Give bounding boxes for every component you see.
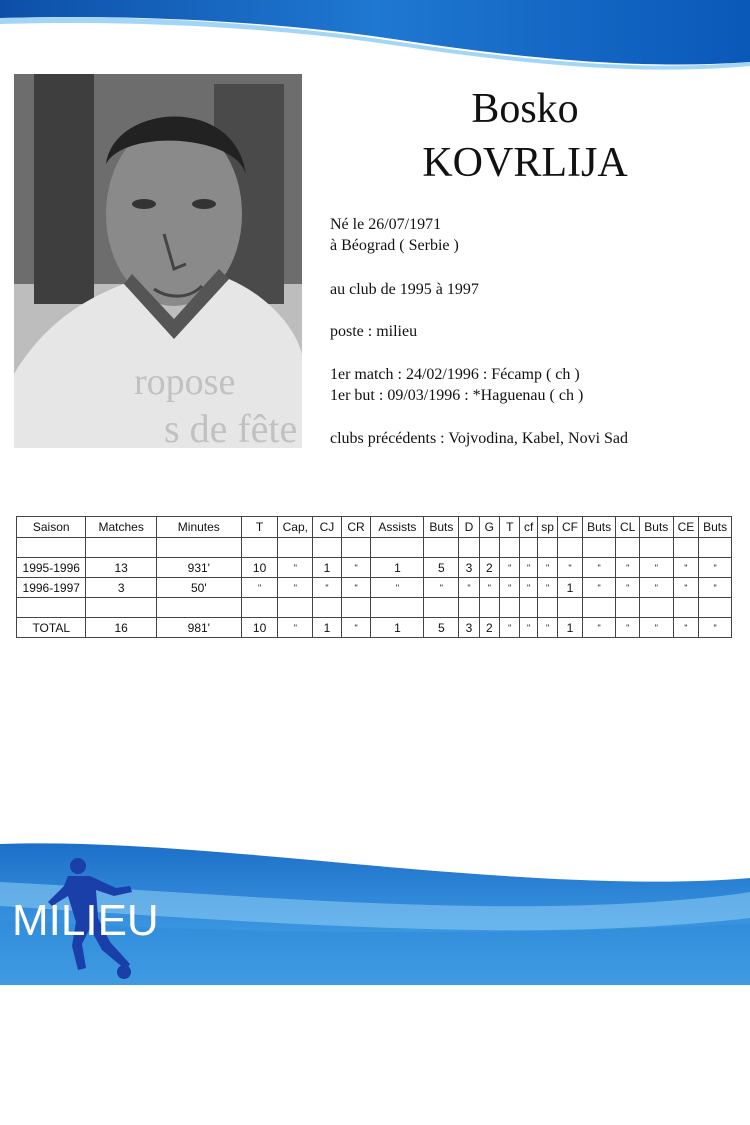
- table-cell: ": [500, 578, 520, 598]
- table-cell: ": [537, 558, 557, 578]
- table-cell: ": [537, 618, 557, 638]
- table-cell: ": [341, 558, 371, 578]
- table-cell: ": [699, 618, 732, 638]
- column-header: Minutes: [156, 517, 241, 538]
- table-cell: [537, 538, 557, 558]
- table-cell: [313, 538, 342, 558]
- table-cell: ": [639, 618, 673, 638]
- table-cell: [500, 538, 520, 558]
- table-cell: 50': [156, 578, 241, 598]
- table-cell: ": [520, 618, 537, 638]
- table-cell: [520, 538, 537, 558]
- column-header: Buts: [424, 517, 459, 538]
- table-cell: 1: [313, 558, 342, 578]
- table-cell: [459, 538, 479, 558]
- table-cell: ": [582, 578, 616, 598]
- table-cell: 10: [241, 618, 278, 638]
- table-cell: 3: [86, 578, 156, 598]
- first-goal: 1er but : 09/03/1996 : *Haguenau ( ch ): [330, 387, 584, 404]
- table-cell: ": [582, 558, 616, 578]
- table-cell: ": [673, 618, 699, 638]
- previous-clubs: clubs précédents : Vojvodina, Kabel, Novi Sad: [330, 430, 629, 447]
- table-cell: 3: [459, 558, 479, 578]
- player-last-name: KOVRLIJA: [422, 140, 628, 186]
- birth-place: à Béograd ( Serbie ): [330, 237, 459, 254]
- table-cell: ": [278, 558, 313, 578]
- table-cell: [616, 598, 639, 618]
- table-cell: [341, 538, 371, 558]
- column-header: cf: [520, 517, 537, 538]
- table-cell: [582, 538, 616, 558]
- table-cell: TOTAL: [17, 618, 86, 638]
- table-cell: ": [616, 558, 639, 578]
- column-header: CR: [341, 517, 371, 538]
- table-cell: ": [459, 578, 479, 598]
- table-cell: [241, 538, 278, 558]
- svg-text:s de fête: s de fête: [164, 406, 298, 448]
- player-first-name: Bosko: [471, 86, 579, 132]
- table-row: [17, 558, 732, 578]
- table-cell: ": [278, 618, 313, 638]
- table-cell: [673, 598, 699, 618]
- club-period: au club de 1995 à 1997: [330, 281, 479, 298]
- player-photo: [14, 74, 302, 448]
- table-cell: [241, 598, 278, 618]
- column-header: sp: [537, 517, 557, 538]
- table-cell: ": [424, 578, 459, 598]
- table-cell: ": [558, 558, 583, 578]
- column-header: CF: [558, 517, 583, 538]
- table-cell: 3: [459, 618, 479, 638]
- table-cell: [699, 598, 732, 618]
- table-cell: [479, 538, 499, 558]
- table-cell: [278, 598, 313, 618]
- column-header: Buts: [699, 517, 732, 538]
- table-cell: 5: [424, 558, 459, 578]
- table-cell: [424, 598, 459, 618]
- table-cell: 1: [371, 558, 424, 578]
- table-row: [17, 598, 732, 618]
- position-label: MILIEU: [12, 896, 159, 945]
- table-cell: 1995-1996: [17, 558, 86, 578]
- table-cell: [156, 598, 241, 618]
- table-cell: [156, 538, 241, 558]
- birth-date: Né le 26/07/1971: [330, 216, 442, 233]
- table-cell: ": [500, 618, 520, 638]
- column-header: CJ: [313, 517, 342, 538]
- table-cell: [17, 598, 86, 618]
- table-cell: [639, 598, 673, 618]
- table-cell: ": [699, 558, 732, 578]
- table-cell: [341, 598, 371, 618]
- table-cell: ": [616, 618, 639, 638]
- table-cell: 10: [241, 558, 278, 578]
- table-row: [17, 578, 732, 598]
- table-cell: ": [241, 578, 278, 598]
- column-header: G: [479, 517, 499, 538]
- column-header: Assists: [371, 517, 424, 538]
- column-header: T: [241, 517, 278, 538]
- table-cell: ": [278, 578, 313, 598]
- table-cell: [278, 538, 313, 558]
- column-header: CL: [616, 517, 639, 538]
- table-cell: ": [537, 578, 557, 598]
- table-cell: [537, 598, 557, 618]
- stats-table: [16, 516, 732, 638]
- table-cell: 1996-1997: [17, 578, 86, 598]
- column-header: D: [459, 517, 479, 538]
- table-cell: ": [341, 578, 371, 598]
- table-cell: [699, 538, 732, 558]
- table-cell: 1: [558, 578, 583, 598]
- table-header-row: [17, 517, 732, 538]
- table-cell: 981': [156, 618, 241, 638]
- table-cell: [520, 598, 537, 618]
- table-cell: [86, 538, 156, 558]
- table-cell: ": [479, 578, 499, 598]
- table-cell: [371, 538, 424, 558]
- player-position: poste : milieu: [330, 323, 418, 340]
- table-cell: ": [500, 558, 520, 578]
- table-cell: ": [699, 578, 732, 598]
- column-header: Buts: [639, 517, 673, 538]
- table-cell: 16: [86, 618, 156, 638]
- table-cell: 13: [86, 558, 156, 578]
- table-cell: [639, 538, 673, 558]
- table-cell: [582, 598, 616, 618]
- column-header: T: [500, 517, 520, 538]
- table-row: [17, 538, 732, 558]
- table-cell: 1: [313, 618, 342, 638]
- top-wave-banner: [0, 0, 750, 80]
- table-cell: [371, 598, 424, 618]
- table-cell: ": [520, 578, 537, 598]
- table-row: [17, 618, 732, 638]
- table-cell: 2: [479, 558, 499, 578]
- table-cell: [616, 538, 639, 558]
- table-cell: ": [673, 578, 699, 598]
- table-cell: ": [616, 578, 639, 598]
- table-cell: 1: [558, 618, 583, 638]
- svg-text:ropose: ropose: [134, 361, 236, 403]
- table-cell: ": [313, 578, 342, 598]
- column-header: Buts: [582, 517, 616, 538]
- column-header: CE: [673, 517, 699, 538]
- table-cell: [459, 598, 479, 618]
- column-header: Matches: [86, 517, 156, 538]
- table-cell: 5: [424, 618, 459, 638]
- table-cell: [424, 538, 459, 558]
- table-cell: [673, 538, 699, 558]
- table-cell: ": [639, 558, 673, 578]
- table-cell: [500, 598, 520, 618]
- table-cell: ": [520, 558, 537, 578]
- table-cell: [479, 598, 499, 618]
- table-cell: [17, 538, 86, 558]
- column-header: Cap,: [278, 517, 313, 538]
- column-header: Saison: [17, 517, 86, 538]
- first-match: 1er match : 24/02/1996 : Fécamp ( ch ): [330, 366, 580, 383]
- table-cell: 1: [371, 618, 424, 638]
- table-cell: ": [582, 618, 616, 638]
- table-cell: [313, 598, 342, 618]
- table-cell: 2: [479, 618, 499, 638]
- table-cell: 931': [156, 558, 241, 578]
- table-cell: ": [371, 578, 424, 598]
- table-cell: ": [341, 618, 371, 638]
- table-cell: [558, 598, 583, 618]
- table-cell: [86, 598, 156, 618]
- table-cell: ": [673, 558, 699, 578]
- table-cell: [558, 538, 583, 558]
- table-cell: ": [639, 578, 673, 598]
